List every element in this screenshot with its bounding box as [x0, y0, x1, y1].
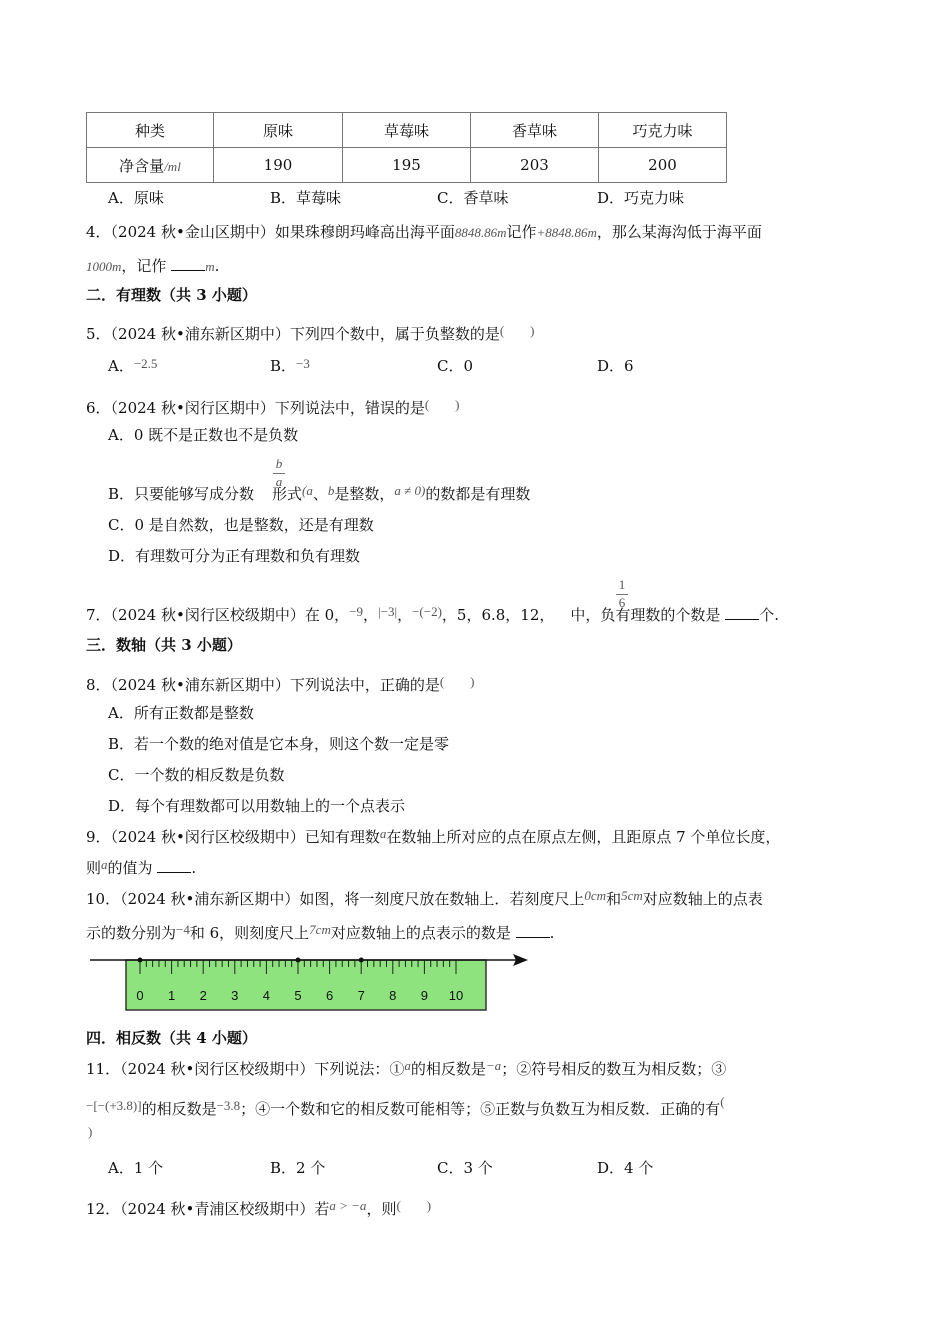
q4-unit: m	[205, 259, 215, 274]
q8-option-b: B．若一个数的绝对值是它本身，则这个数一定是零	[108, 735, 450, 753]
option-value: −2.5	[133, 356, 158, 371]
q8-option-a: A．所有正数都是整数	[108, 704, 254, 722]
q11-option-b: B．2 个	[270, 1159, 326, 1177]
q11-math: −[−(+3.8)]	[86, 1098, 142, 1113]
q9-text: 9．（2024 秋•闵行区校级期中）已知有理数	[86, 828, 380, 846]
row-unit: /ml	[164, 158, 181, 174]
table-cell: 190	[214, 148, 343, 183]
table-header-row	[87, 113, 727, 148]
flavor-table	[86, 112, 727, 183]
table-cell: 草莓味	[343, 113, 471, 148]
q10-text: 10．（2024 秋•浦东新区期中）如图，将一刻度尺放在数轴上．若刻度尺上	[86, 890, 585, 908]
table-cell: 种类	[87, 113, 214, 148]
answer-paren: ( )	[439, 674, 475, 689]
q10-text: .	[549, 924, 555, 942]
q7-math: −(−2)	[412, 604, 442, 619]
q10-text: 示的数分别为	[86, 924, 177, 942]
table-cell: 195	[343, 148, 471, 183]
q8-option-c: C．一个数的相反数是负数	[108, 766, 285, 784]
q12-math: a > −a	[329, 1198, 367, 1213]
axis-point	[138, 958, 143, 963]
fraction-numerator: b	[275, 456, 283, 471]
q5-option-b	[270, 355, 310, 376]
q7-text: ，	[397, 606, 413, 624]
question-8	[86, 671, 475, 695]
q4-lead: 4．（2024 秋•金山区期中）如果珠穆朗玛峰高出海平面	[86, 223, 455, 241]
q6-text: 的数都是有理数	[425, 485, 531, 503]
question-9	[86, 826, 780, 847]
section-heading: 二．有理数（共 3 小题）	[86, 286, 257, 304]
q4-text: ，那么某海沟低于海平面	[596, 223, 762, 241]
q6-text: 6．（2024 秋•闵行区期中）下列说法中，错误的是	[86, 399, 425, 417]
q7-text: 个.	[759, 606, 779, 624]
table-cell: 200	[599, 148, 727, 183]
table-cell: 香草味	[471, 113, 599, 148]
q5-option-a	[108, 355, 157, 376]
question-5	[86, 320, 535, 344]
q4-text: 记作	[506, 223, 537, 241]
q11-text: ；④一个数和它的相反数可能相等；⑤正数与负数互为相反数．正确的有	[240, 1100, 721, 1118]
axis-point	[359, 958, 364, 963]
q10-text: 和 6，则刻度尺上	[189, 924, 310, 942]
option-label: A．	[108, 357, 134, 375]
table-row	[87, 148, 727, 183]
q11-option-c: C．3 个	[437, 1159, 493, 1177]
ruler-label: 0	[136, 988, 144, 1003]
ruler-label: 3	[231, 988, 239, 1003]
q10-text: 对应数轴上的点表	[642, 890, 763, 908]
q11-text: 11．（2024 秋•闵行区校级期中）下列说法：①	[86, 1060, 405, 1078]
question-11-line2	[86, 1094, 725, 1119]
answer-paren: )	[88, 1124, 93, 1139]
q7-math: −9	[349, 604, 363, 619]
q11-option-a: A．1 个	[108, 1159, 164, 1177]
q6-math: a ≠ 0)	[394, 483, 426, 498]
q12-text: ，则	[366, 1200, 397, 1218]
q9-text: .	[191, 859, 197, 877]
q10-math: −4	[176, 922, 190, 937]
answer-paren: (	[720, 1094, 725, 1109]
question-6	[86, 394, 460, 418]
q11-text: ；②符号相反的数互为相反数；③	[501, 1060, 727, 1078]
q3-option-b: B．草莓味	[270, 189, 342, 207]
section-heading: 三．数轴（共 3 小题）	[86, 636, 242, 654]
q12-text: 12．（2024 秋•青浦区校级期中）若	[86, 1200, 330, 1218]
q11-text: 的相反数是	[410, 1060, 486, 1078]
answer-blank[interactable]	[516, 923, 550, 938]
q9-math: a	[101, 857, 108, 872]
ruler-label: 10	[448, 988, 464, 1003]
answer-blank[interactable]	[171, 256, 205, 271]
ruler-label: 6	[325, 988, 334, 1003]
q6-option-d: D．有理数可分为正有理数和负有理数	[108, 547, 361, 565]
answer-paren: ( )	[499, 323, 535, 338]
q3-option-a: A．原味	[108, 189, 164, 207]
q11-math: −3.8	[216, 1098, 241, 1113]
q9-math: a	[379, 826, 387, 841]
q9-text: 的值为	[107, 859, 153, 877]
ruler-figure	[86, 948, 536, 1012]
q6-math: b	[327, 483, 335, 498]
option-label: B．	[270, 357, 297, 375]
q5-option-d: D．6	[597, 357, 634, 375]
q4-math: +8848.86m	[536, 225, 597, 240]
ruler-label: 9	[420, 988, 429, 1003]
question-10-line2	[86, 922, 554, 943]
question-11	[86, 1058, 726, 1079]
axis-point	[296, 958, 301, 963]
q10-text: 和	[606, 890, 622, 908]
q4-text: ，记作	[121, 257, 167, 275]
table-cell: 巧克力味	[599, 113, 727, 148]
q11-math: a	[404, 1058, 411, 1073]
q11-text: 的相反数是	[141, 1100, 217, 1118]
q10-math: 5cm	[621, 888, 643, 903]
q7-text: 中，负有理数的个数是	[570, 606, 721, 624]
answer-paren: ( )	[424, 397, 460, 412]
q4-math: 1000m	[86, 259, 122, 274]
q6-text: B．只要能够写成分数	[108, 485, 255, 503]
q3-option-d: D．巧克力味	[597, 189, 685, 207]
ruler-label: 7	[357, 988, 365, 1003]
q6-text: 、	[312, 485, 328, 503]
table-cell: 203	[471, 148, 599, 183]
q6-option-a: A．0 既不是正数也不是负数	[108, 426, 299, 444]
q6-math: (a	[302, 483, 313, 498]
fraction-denominator: 6	[618, 595, 626, 610]
q5-text: 5．（2024 秋•浦东新区期中）下列四个数中，属于负整数的是	[86, 325, 500, 343]
q3-option-c: C．香草味	[437, 189, 509, 207]
ruler-label: 8	[389, 988, 397, 1003]
fraction-numerator: 1	[618, 577, 626, 592]
q6-text: 是整数，	[334, 485, 395, 503]
q10-math: 0cm	[584, 888, 607, 903]
q9-text: 则	[86, 859, 102, 877]
option-value: −3	[296, 356, 310, 371]
q9-text: 在数轴上所对应的点在原点左侧，且距原点 7 个单位长度，	[386, 828, 781, 846]
q8-text: 8．（2024 秋•浦东新区期中）下列说法中，正确的是	[86, 676, 440, 694]
ruler-label: 4	[262, 988, 271, 1003]
question-4	[86, 221, 762, 242]
question-4-line2	[86, 255, 219, 276]
q5-option-c: C．0	[437, 357, 474, 375]
question-7	[86, 604, 779, 625]
q11-option-d: D．4 个	[597, 1159, 654, 1177]
ruler-label: 5	[294, 988, 302, 1003]
q6-text: 形式	[272, 485, 303, 503]
q10-text: 对应数轴上的点表示的数是	[330, 924, 511, 942]
section-heading: 四．相反数（共 4 小题）	[86, 1029, 257, 1047]
q7-text: 7．（2024 秋•闵行区校级期中）在 0，	[86, 606, 350, 624]
question-12	[86, 1195, 431, 1219]
table-cell: 原味	[214, 113, 343, 148]
q10-math: 7cm	[309, 922, 331, 937]
q8-option-d: D．每个有理数都可以用数轴上的一个点表示	[108, 797, 406, 815]
q7-text: ，	[363, 606, 379, 624]
ruler-label: 2	[199, 988, 207, 1003]
ruler-body	[126, 960, 486, 1010]
ruler-label: 1	[167, 988, 176, 1003]
question-9-line2	[86, 857, 196, 878]
answer-blank[interactable]	[725, 605, 759, 620]
fraction-denominator: a	[275, 474, 283, 489]
q11-math: −a	[485, 1058, 502, 1073]
q7-math: |−3|	[378, 604, 398, 619]
q4-text: .	[214, 257, 220, 275]
answer-blank[interactable]	[157, 858, 191, 873]
answer-paren: ( )	[396, 1198, 432, 1213]
question-10	[86, 888, 763, 909]
q4-math: 8848.86m	[454, 225, 507, 240]
q6-option-c: C．0 是自然数，也是整数，还是有理数	[108, 516, 374, 534]
q7-text: ，5，6.8，12，	[441, 606, 555, 624]
q6-option-b	[108, 483, 530, 504]
table-cell	[87, 148, 214, 183]
row-label: 净含量	[119, 156, 165, 175]
